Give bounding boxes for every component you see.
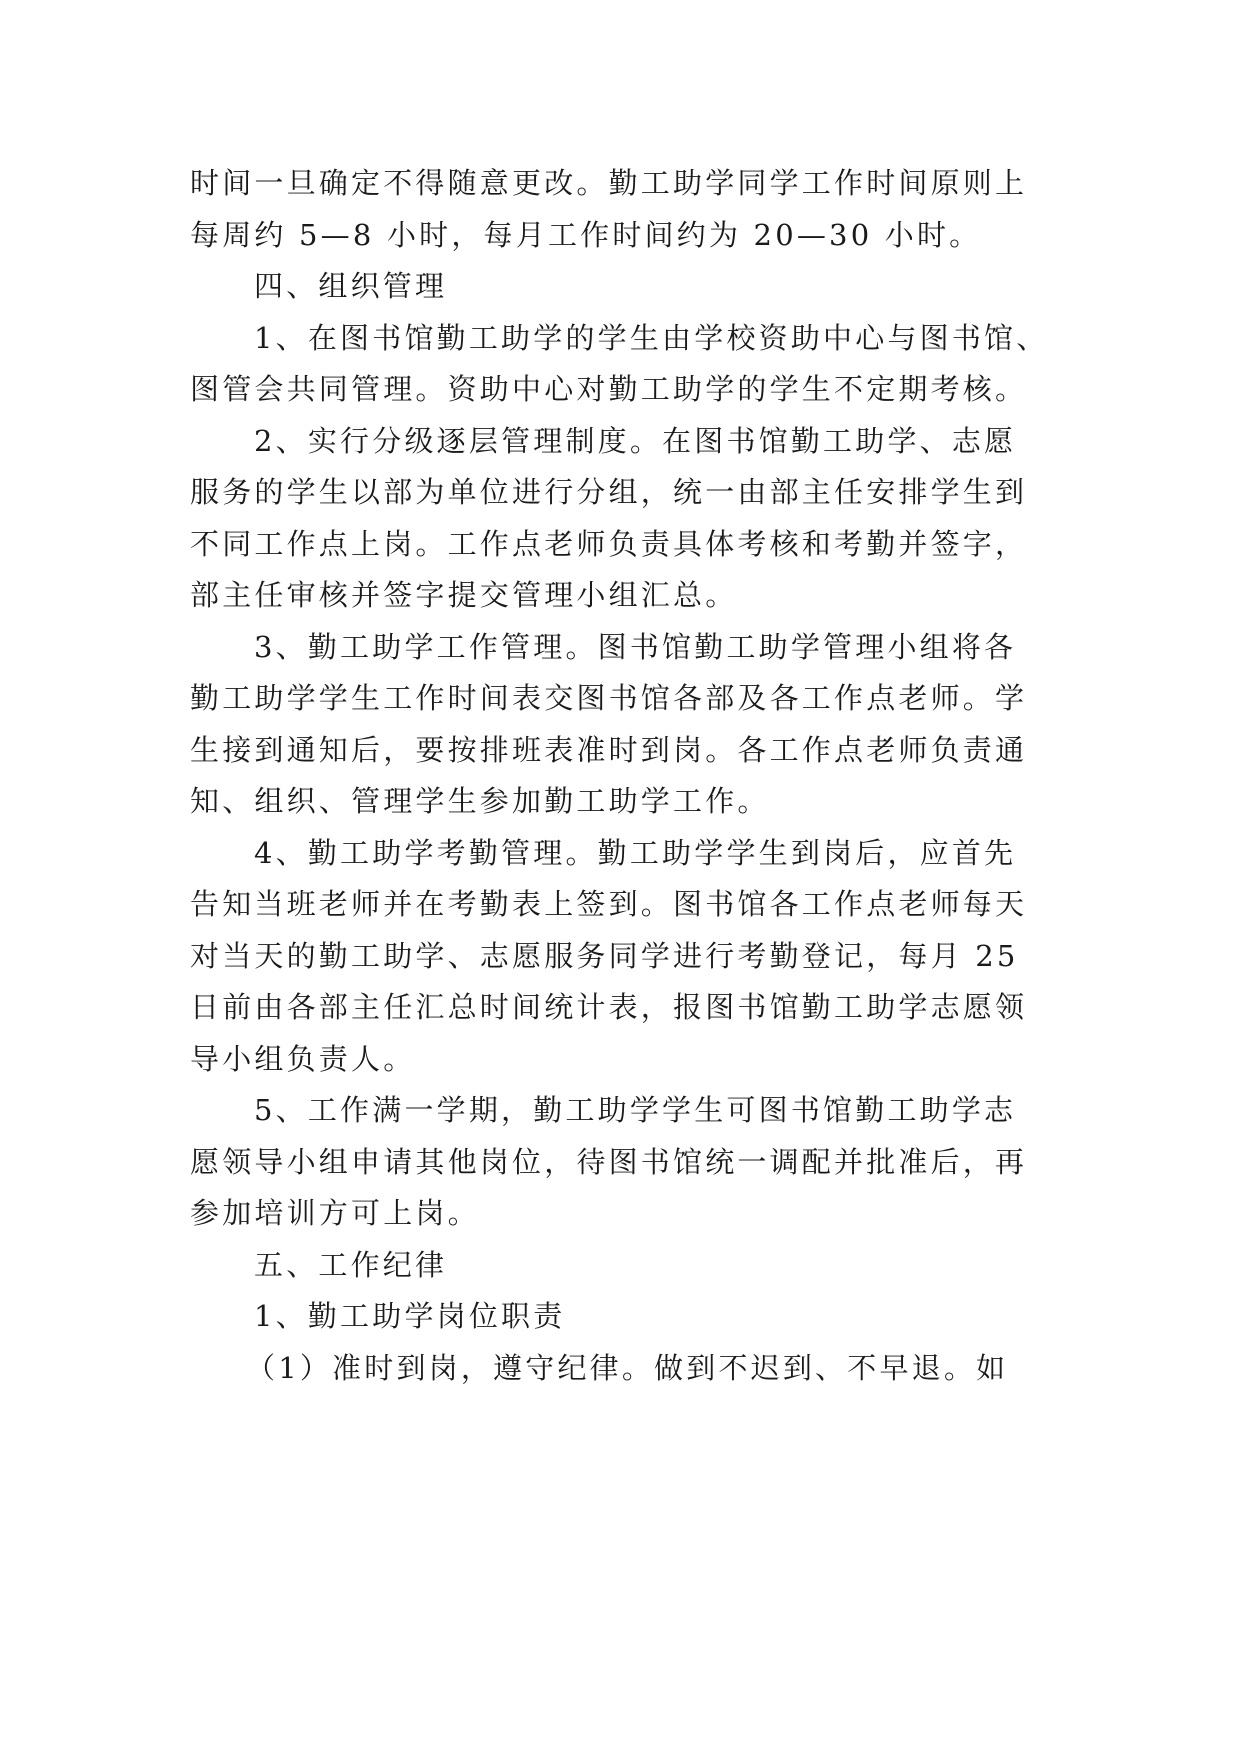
document-body (190, 158, 1060, 1394)
text-line: 告知当班老师并在考勤表上签到。图书馆各工作点老师每天 (190, 887, 1028, 921)
text-line: 每周约 5—8 小时，每月工作时间约为 20—30 小时。 (190, 217, 982, 252)
text-line: 服务的学生以部为单位进行分组，统一由部主任安排学生到 (190, 475, 1028, 509)
text-line: 3、勤工助学工作管理。图书馆勤工助学管理小组将各 (254, 629, 1017, 664)
text-line: 5、工作满一学期，勤工助学学生可图书馆勤工助学志 (254, 1093, 1017, 1127)
subsection-heading: 1、勤工助学岗位职责 (254, 1299, 566, 1333)
section-heading: 四、组织管理 (254, 269, 448, 303)
text-line: 4、勤工助学考勤管理。勤工助学学生到岗后，应首先 (254, 835, 1017, 870)
text-line: 导小组负责人。 (190, 1041, 416, 1076)
text-line: 日前由各部主任汇总时间统计表，报图书馆勤工助学志愿领 (190, 990, 1028, 1024)
text-line: 1、在图书馆勤工助学的学生由学校资助中心与图书馆、 (254, 320, 1049, 355)
text-line: 对当天的勤工助学、志愿服务同学进行考勤登记，每月 25 (190, 938, 1019, 973)
text-line: 部主任审核并签字提交管理小组汇总。 (190, 578, 738, 612)
text-line: 图管会共同管理。资助中心对勤工助学的学生不定期考核。 (190, 372, 1028, 406)
text-line: 时间一旦确定不得随意更改。勤工助学同学工作时间原则上 (190, 166, 1028, 200)
text-line: （1）准时到岗，遵守纪律。做到不迟到、不早退。如 (246, 1350, 1009, 1385)
text-line: 参加培训方可上岗。 (190, 1196, 480, 1230)
text-line: 生接到通知后，要按排班表准时到岗。各工作点老师负责通 (190, 732, 1028, 767)
text-line: 不同工作点上岗。工作点老师负责具体考核和考勤并签字， (190, 526, 1028, 561)
text-line: 愿领导小组申请其他岗位，待图书馆统一调配并批准后，再 (190, 1144, 1028, 1179)
section-heading: 五、工作纪律 (254, 1247, 448, 1282)
text-line: 知、组织、管理学生参加勤工助学工作。 (190, 784, 770, 818)
text-line: 勤工助学学生工作时间表交图书馆各部及各工作点老师。学 (190, 681, 1028, 715)
text-line: 2、实行分级逐层管理制度。在图书馆勤工助学、志愿 (254, 423, 1017, 458)
